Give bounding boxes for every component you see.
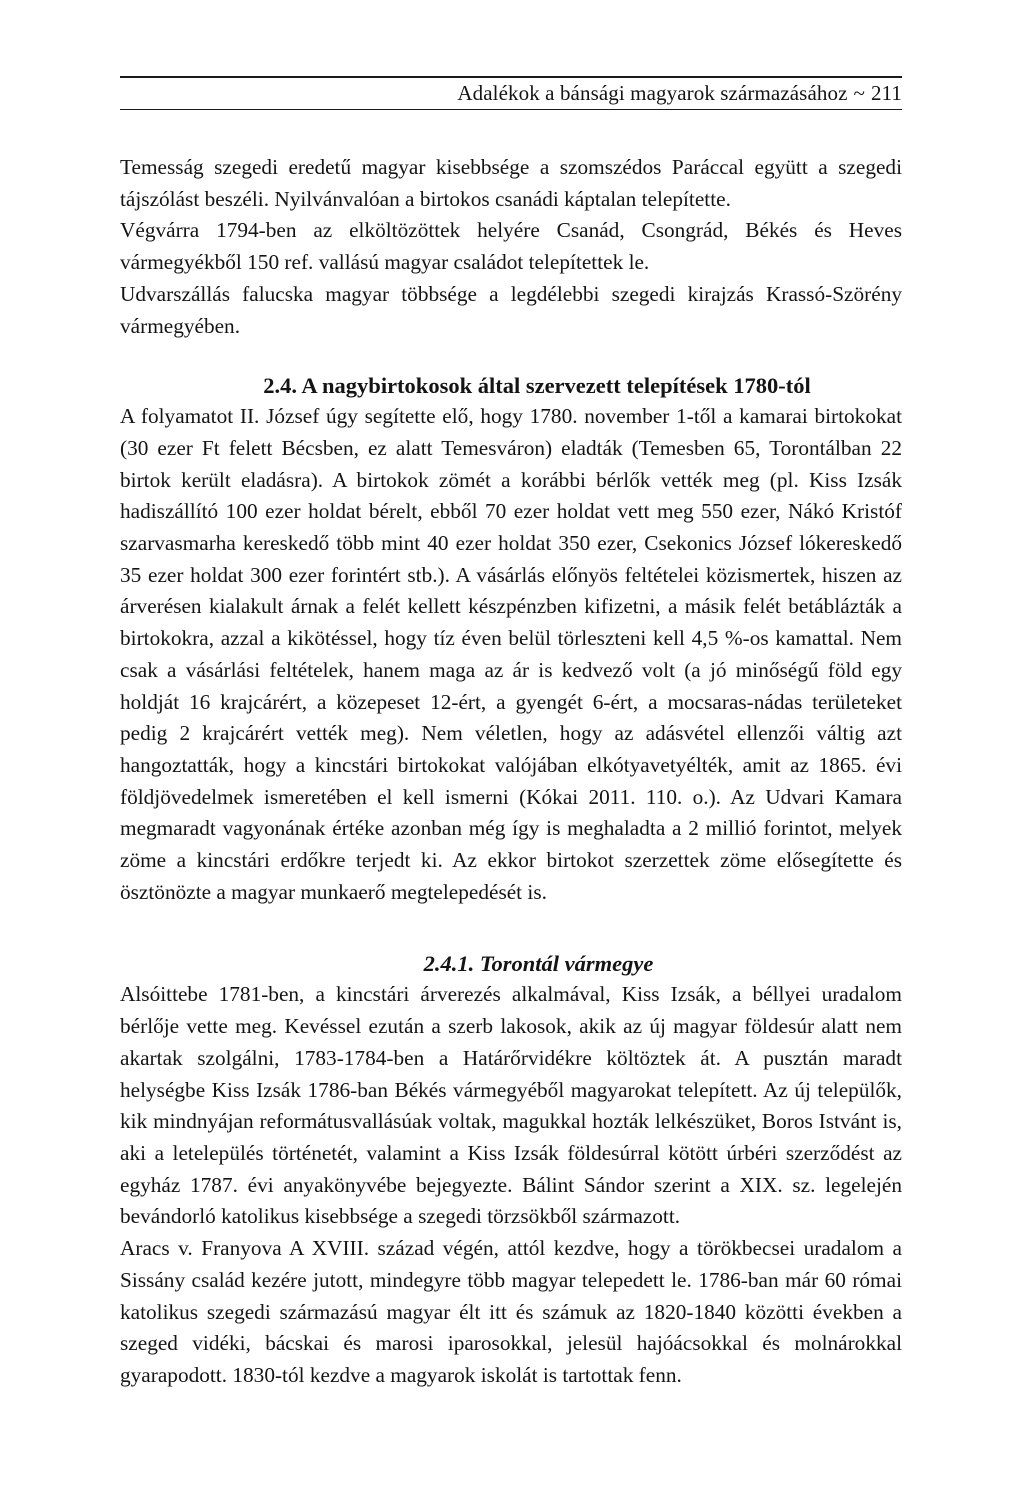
paragraph-temesseg: Temesság szegedi eredetű magyar kisebbsége a szomszédos Paráccal együtt a szegedi tájszólást beszéli. Nyilvánvalóan a birtokos csanádi káptalan telepítette. <box>120 155 902 211</box>
paragraph-udvarszallas: Udvarszállás falucska magyar többsége a legdélebbi szegedi kirajzás Krassó-Szörény vármegyében. <box>120 281 902 338</box>
paragraph-aracs: Aracs v. Franyova A XVIII. század végén, attól kezdve, hogy a törökbecsei uradalom a Sissány család kezére jutott, mindegyre több magyar telepedett le. 1786-ban már 60 római katolikus szegedi származású magyar élt itt és számuk az 1820-1840 közötti években a szeged vidéki, bácskai és marosi iparosokkal, jelesül hajóácsokkal és molnárokkal gyarapodott. 1830-tól kezdve a magyarok iskolát is tartottak fenn. <box>120 1236 902 1387</box>
paragraph-section-2-4: A folyamatot II. József úgy segítette elő, hogy 1780. november 1-től a kamarai birtokokat (30 ezer Ft felett Bécsben, ez alatt Temesváron) eladták (Temesben 65, Torontálban 22 birtok került eladásra). A birtokok zömét a korábbi bérlők vették meg (pl. Kiss Izsák hadiszállító 100 ezer holdat bérelt, ebből 70 ezer holdat vett meg 550 ezer, Nákó Kristóf szarvasmarha kereskedő több mint 40 ezer holdat 350 ezer, Csekonics József lókereskedő 35 ezer holdat 300 ezer forintért stb.). A vásárlás előnyös feltételei közismertek, hiszen az árverésen kialakult árnak a felét kellett készpénzben kifizetni, a másik felét betáblázták a birtokokra, azzal a kikötéssel, hogy tíz éven belül törleszteni kell 4,5 %-os kamattal. Nem csak a vásárlási feltételek, hanem maga az ár is kedvező volt (a jó minőségű föld egy holdját 16 krajcárért, a közepeset 12-ért, a gyengét 6-ért, a mocsaras-nádas területeket pedig 2 krajcárért vették meg). Nem véletlen, hogy az adásvétel ellenzői váltig azt hangoztatták, hogy a kincstári birtokokat valójában elkótyavetyélték, amit az 1865. évi földjövedelmek ismeretében el kell ismerni (Kókai 2011. 110. o.). Az Udvari Kamara megmaradt vagyonának értéke azonban még így is meghaladta a 2 millió forintot, melyek zöme a kincstári erdőkre terjedt ki. Az ekkor birtokot szerzettek zöme elősegítette és ösztönözte a magyar munkaerő megtelepedését is. <box>120 404 902 904</box>
paragraph-alsoittebe: Alsóittebe 1781-ben, a kincstári árverezés alkalmával, Kiss Izsák, a béllyei uradalom bérlője vette meg. Kevéssel ezután a szerb lakosok, akik az új magyar földesúr alatt nem akartak szolgálni, 1783-1784-ben a Határőrvidékre költöztek át. A pusztán maradt helységbe Kiss Izsák 1786-ban Békés vármegyéből magyarokat telepített. Az új települők, kik mindnyájan reformátusvallásúak voltak, magukkal hozták lelkészüket, Boros Istvánt is, aki a letelepülés történetét, valamint a Kiss Izsák földesúrral kötött úrbéri szerződést az egyház 1787. évi anyakönyvébe bejegyezte. Bálint Sándor szerint a XIX. sz. legelején bevándorló katolikus kisebbsége a szegedi törzsökből származott. <box>120 982 902 1229</box>
section-heading-2-4-1: 2.4.1. Torontál vármegye <box>423 951 654 977</box>
section-heading-2-4: 2.4. A nagybirtokosok által szervezett telepítések 1780-tól <box>263 373 811 399</box>
page-number: 211 <box>870 81 902 105</box>
running-title: Adalékok a bánsági magyarok származásához <box>457 81 848 105</box>
header-separator: ~ <box>853 81 865 105</box>
running-header <box>120 76 902 110</box>
paragraph-vegvar: Végvárra 1794-ben az elköltözöttek helyére Csanád, Csongrád, Békés és Heves vármegyékből 150 ref. vallású magyar családot telepítettek le. <box>120 218 902 275</box>
body-text <box>120 152 902 1392</box>
